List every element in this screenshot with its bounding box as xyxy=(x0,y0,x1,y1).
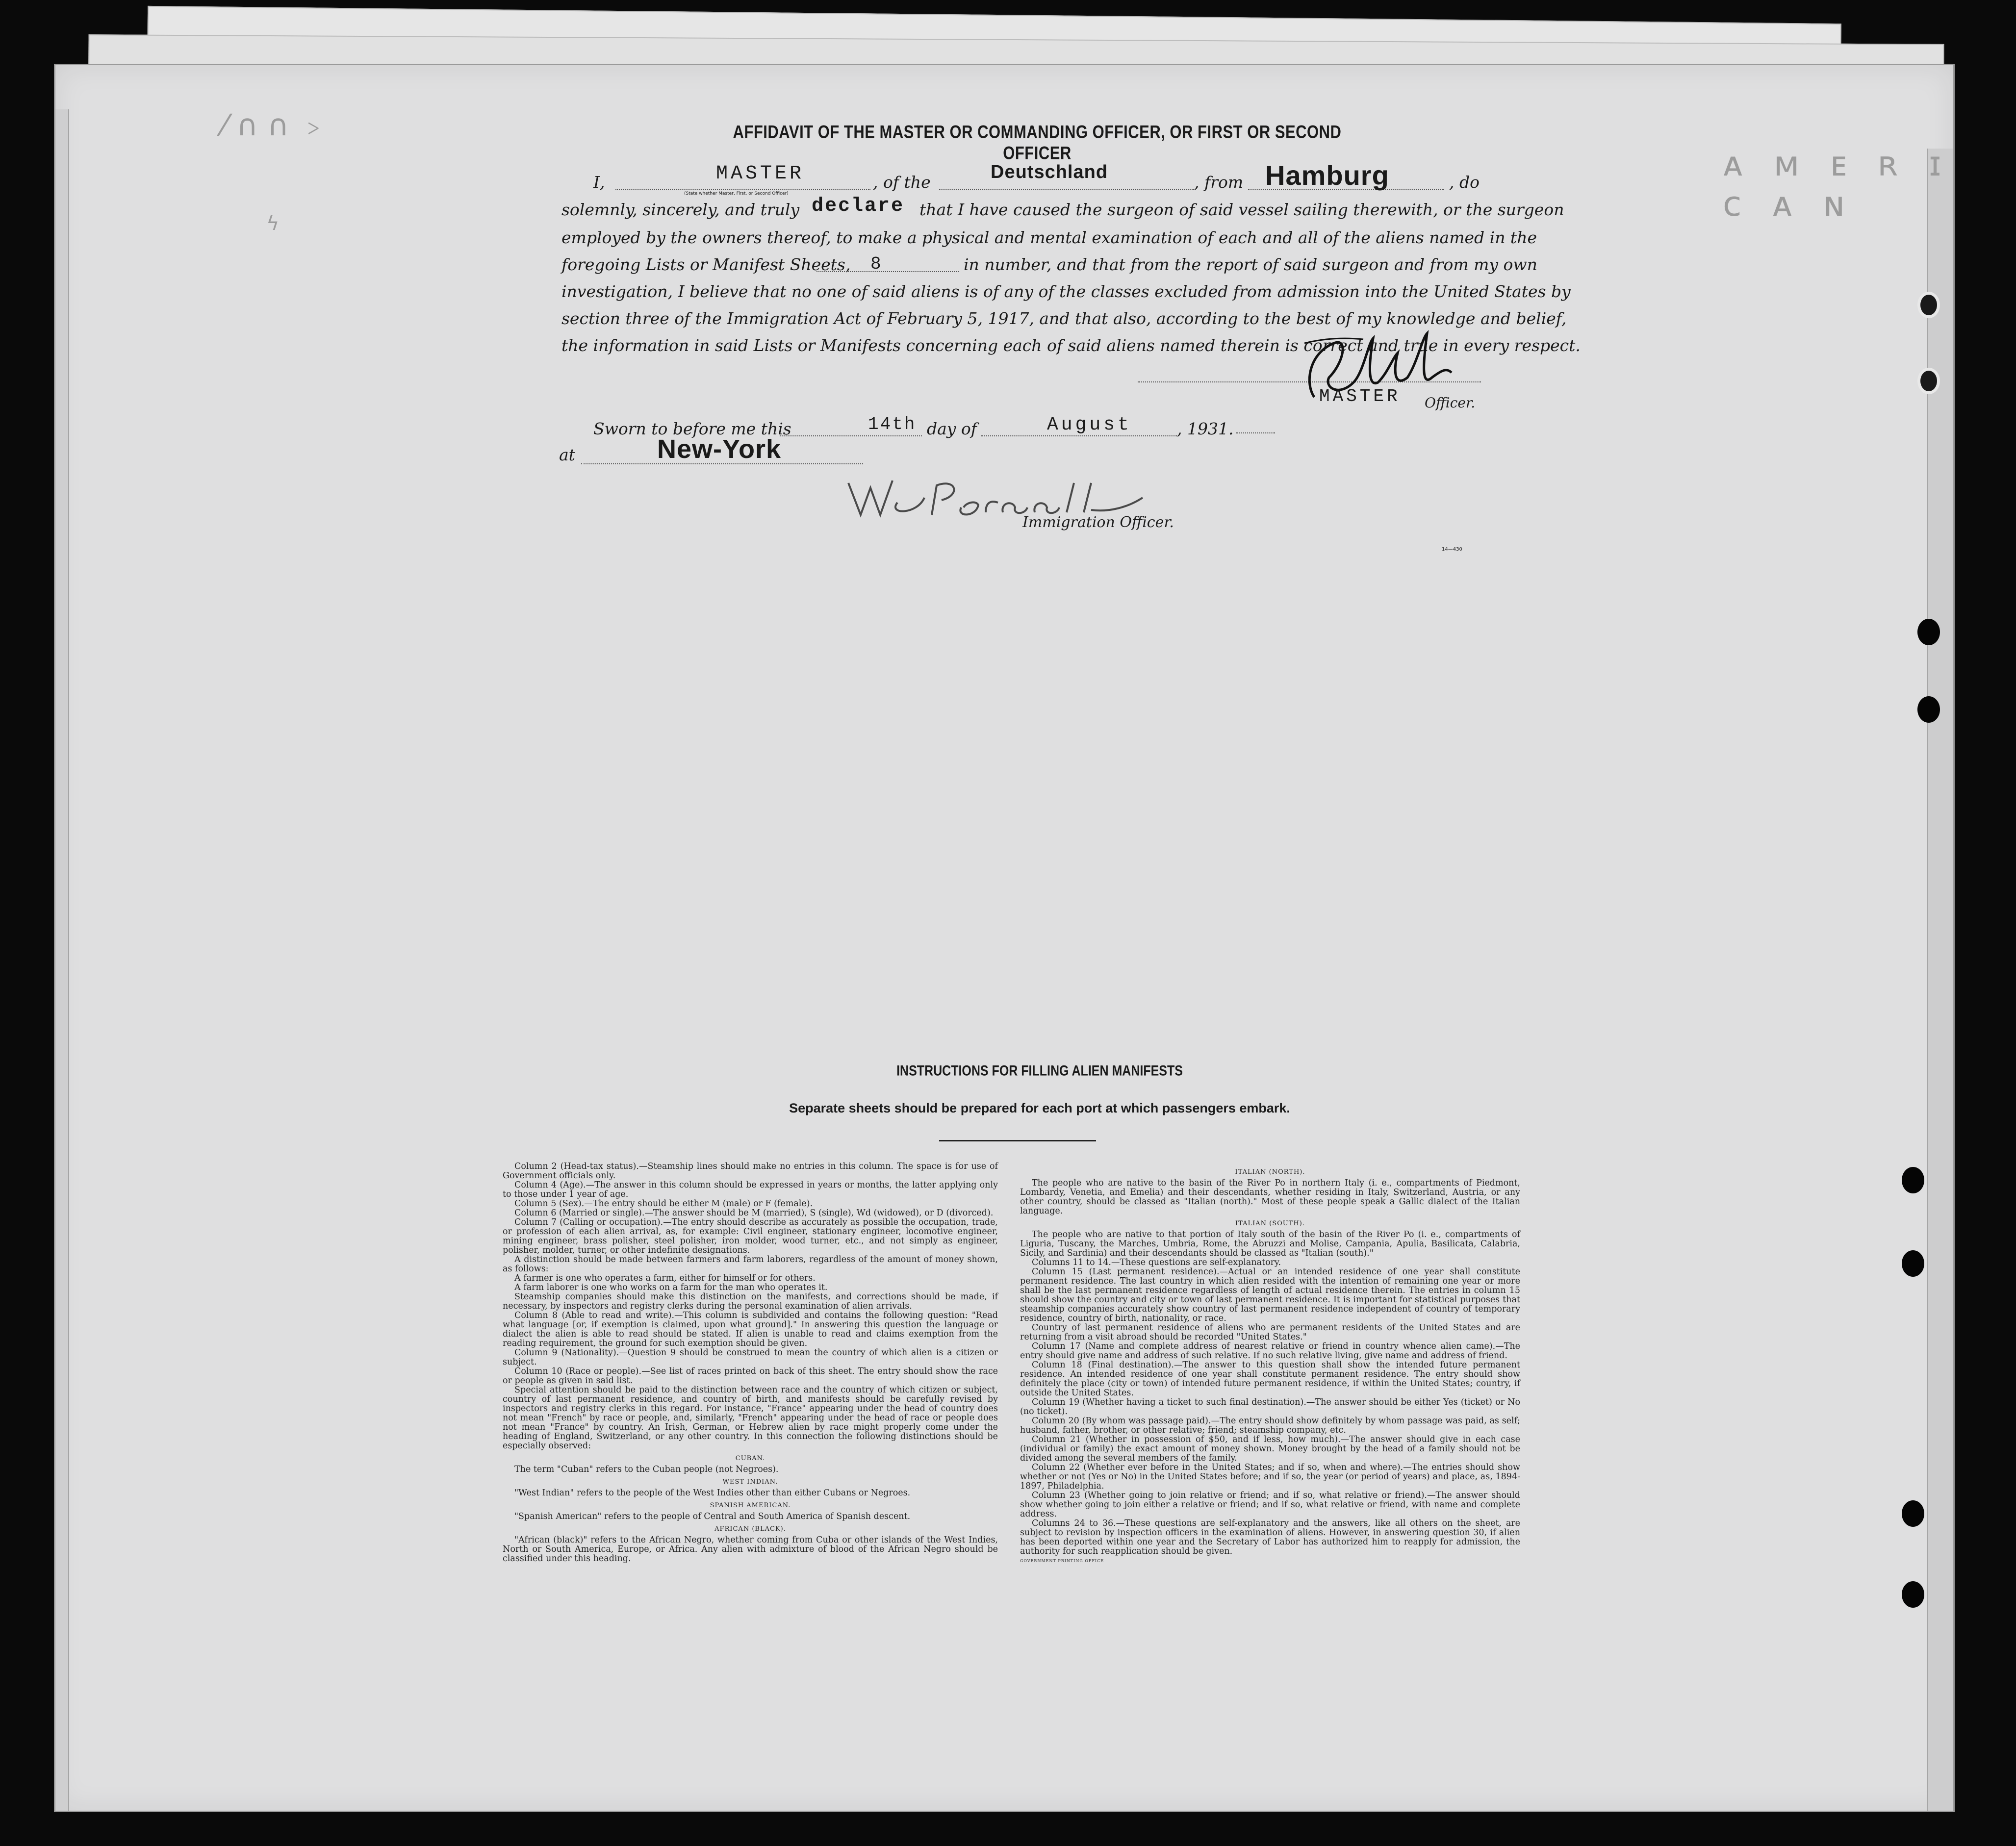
instruction-paragraph: The term "Cuban" refers to the Cuban people (not Negroes). xyxy=(514,1465,779,1474)
section-heading-italian-south: ITALIAN (SOUTH). xyxy=(1235,1220,1305,1227)
page-right-edge xyxy=(1927,149,1953,1811)
sheets-fill-line xyxy=(817,271,959,272)
instructions-left-column xyxy=(503,1162,998,1564)
instruction-paragraph: Column 19 (Whether having a ticket to such final destination).—The answer should be either Yes (ticket) or No (no ticket). xyxy=(1020,1397,1520,1416)
vessel-fill-line xyxy=(939,189,1194,190)
signature-rank: MASTER xyxy=(1319,386,1401,406)
of-the-label: , of the xyxy=(873,173,931,192)
punch-hole xyxy=(1917,292,1940,318)
declare-word: declare xyxy=(812,195,905,217)
instruction-paragraph: A farm laborer is one who works on a farm for the man who operates it. xyxy=(514,1283,828,1292)
instruction-paragraph: Country of last permanent residence of aliens who are permanent residents of the United States and are returning from a visit abroad should be recorded "United States." xyxy=(1020,1323,1520,1342)
affidavit-line-5: investigation, I believe that no one of said aliens is of any of the classes excluded from admission into the United States by xyxy=(561,282,1571,301)
instruction-paragraph: Column 15 (Last permanent residence).—Actual or an intended residence of one year shall constitute permanent residence. The last country in which alien resided with the intention of remaining one year or more shall be the last permanent residence regardless of length of actual residence therein. The entries in column 15 should show the country and city or town of last permanent residence. It is important for statistical purposes that steamship companies accurately show country of last permanent residence independent of country of temporary residence, country of birth, nationality, or race. xyxy=(1020,1267,1520,1323)
immigration-officer-label: Immigration Officer. xyxy=(1022,514,1174,531)
day-value: 14th xyxy=(868,414,917,434)
instructions-right-column xyxy=(1020,1164,1520,1566)
month-fill-line xyxy=(981,435,1177,436)
instruction-paragraph: Column 17 (Name and complete address of nearest relative or friend in country whence alien came).—The entry should give name and address of such relative. If no such relative living, give name and address of friend. xyxy=(1020,1341,1520,1361)
instruction-paragraph: Column 2 (Head-tax status).—Steamship lines should make no entries in this column. The space is for use of Government officials only. xyxy=(503,1162,998,1181)
instruction-paragraph: "Spanish American" refers to the people of Central and South America of Spanish descent. xyxy=(514,1512,911,1521)
section-heading-african: AFRICAN (BLACK). xyxy=(715,1525,786,1533)
vessel-value: Deutschland xyxy=(991,162,1108,182)
instruction-paragraph: Column 10 (Race or people).—See list of races printed on back of this sheet. The entry should show the race or people as given in said list. xyxy=(503,1366,998,1386)
instructions-divider xyxy=(939,1140,1096,1141)
day-of-label: day of xyxy=(927,419,977,438)
instruction-paragraph: Column 9 (Nationality).—Question 9 should be construed to mean the country of which alien is a citizen or subject. xyxy=(503,1348,998,1367)
place-value: New-York xyxy=(657,434,782,464)
page-binding-edge xyxy=(55,109,69,1811)
punch-hole xyxy=(1902,1500,1924,1527)
instruction-paragraph: "West Indian" refers to the people of the West Indies other than either Cubans or Negroes. xyxy=(514,1488,911,1498)
affidavit-line-4a: foregoing Lists or Manifest Sheets, xyxy=(561,255,851,274)
rank-fill-line xyxy=(615,189,870,190)
instruction-paragraph: Column 20 (By whom was passage paid).—The entry should show definitely by whom passage was paid, as self; husband, father, brother, or other relative; friend; steamship company, etc. xyxy=(1020,1416,1520,1435)
affidavit-line-3: employed by the owners thereof, to make a physical and mental examination of each and all of the aliens named in the xyxy=(561,228,1537,247)
from-label: , from xyxy=(1194,173,1244,192)
instruction-paragraph: Column 18 (Final destination).—The answer to this question shall show the intended future permanent residence. An intended residence of one year shall constitute permanent residence. The entry should show definitely the place (city or town) of intended future permanent residence, if within the United States; country, if outside the United States. xyxy=(1020,1360,1520,1398)
do-label: , do xyxy=(1449,173,1480,192)
at-label: at xyxy=(559,445,575,464)
punch-hole xyxy=(1902,1167,1924,1193)
bleed-through-mark: ⁄ ∩ ∩ ﹥ xyxy=(222,108,328,143)
officer-label: Officer. xyxy=(1425,395,1476,411)
section-heading-spanish-american: SPANISH AMERICAN. xyxy=(710,1502,791,1509)
sheets-value: 8 xyxy=(870,254,884,274)
instruction-paragraph: The people who are native to the basin of the River Po in northern Italy (i. e., compartments of Piedmont, Lombardy, Venetia, and Emelia) and their descendants, whether residing in Italy, Switzerland, Austria, or any other country, should be classed as "Italian (north)." Most of these people speak a Gallic dialect of the Italian language. xyxy=(1020,1178,1520,1216)
instruction-paragraph: A distinction should be made between farmers and farm laborers, regardless of the amount of money shown, as follows: xyxy=(503,1255,998,1274)
punch-hole xyxy=(1917,368,1940,394)
affidavit-line-4b: in number, and that from the report of said surgeon and from my own xyxy=(964,255,1537,274)
affidavit-line-2b: that I have caused the surgeon of said vessel sailing therewith, or the surgeon xyxy=(919,200,1564,219)
affidavit-line-2a: solemnly, sincerely, and truly xyxy=(561,200,800,219)
section-heading-west-indian: WEST INDIAN. xyxy=(722,1478,778,1486)
affidavit-title: AFFIDAVIT OF THE MASTER OR COMMANDING OFFICER, OR FIRST OR SECOND OFFICER xyxy=(733,121,1342,163)
instructions-title: INSTRUCTIONS FOR FILLING ALIEN MANIFESTS xyxy=(896,1062,1183,1079)
instruction-paragraph: Column 8 (Able to read and write).—This column is subdivided and contains the following question: "Read what language [or, if exemption is claimed, upon what ground]." In answering this question the language or dialect the alien is able to read should be stated. If alien is unable to read and claims exemption from the reading requirement, the ground for such exemption should be given. xyxy=(503,1311,998,1348)
instruction-paragraph: "African (black)" refers to the African Negro, whether coming from Cuba or other islands of the West Indies, North or South America, Europe, or Africa. Any alien with admixture of blood of the African Negro should be classified under this heading. xyxy=(503,1535,998,1564)
instruction-paragraph: Special attention should be paid to the distinction between race and the country of which citizen or subject, country of last permanent residence, and country of birth, and manifests should be carefully revised by inspectors and registry clerks in this regard. For instance, "France" appearing under the head of country does not mean "French" by race or people, and, similarly, "French" appearing under the head of race or people does not mean "France" by country. An Irish, German, or Hebrew alien by race might properly come under the heading of England, Switzerland, or any other country. In this connection the following distinctions should be especially observed: xyxy=(503,1385,998,1451)
instruction-paragraph: Steamship companies should make this distinction on the manifests, and corrections should be made, if necessary, by inspectors and registry clerks during the personal examination of alien arrivals. xyxy=(503,1292,998,1311)
month-value: August xyxy=(1047,414,1132,435)
year-tail-line xyxy=(1236,432,1275,433)
sworn-label: Sworn to before me this xyxy=(593,419,791,438)
printer-imprint: GOVERNMENT PRINTING OFFICE xyxy=(1020,1559,1104,1563)
rank-value: MASTER xyxy=(716,163,805,185)
affidavit-line-7: the information in said Lists or Manifests concerning each of said aliens named therein is correct and true in every respect. xyxy=(561,336,1581,355)
instruction-paragraph: Columns 11 to 14.—These questions are self-explanatory. xyxy=(1032,1258,1281,1267)
port-value: Hamburg xyxy=(1265,160,1389,191)
instruction-paragraph: Column 7 (Calling or occupation).—The entry should describe as accurately as possible the occupation, trade, or profession of each alien arrival, as, for example: Civil engineer, stationary engineer, locomotive engineer, mining engineer, brass polisher, steel polisher, iron molder, wood turner, etc., and not simply as engineer, polisher, molder, turner, or other indefinite designations. xyxy=(503,1217,998,1255)
bleed-through-mark: ϟ xyxy=(266,212,280,235)
instruction-paragraph: The people who are native to that portion of Italy south of the basin of the River Po (i. e., compartments of Liguria, Tuscany, the Marches, Umbria, Rome, the Abruzzi and Molise, Campania, Apulia, Basilicata, Calabria, Sicily, and Sardinia) and their descendants should be classed as "Italian (south)." xyxy=(1020,1230,1520,1258)
bleed-through-mark: ᴀ ᴍ ᴇ ʀ ɪ ᴄ ᴀ ɴ xyxy=(1723,144,1951,224)
instruction-paragraph: A farmer is one who operates a farm, either for himself or for others. xyxy=(514,1273,816,1283)
year-label: , 1931. xyxy=(1177,419,1234,438)
day-fill-line xyxy=(780,435,922,436)
section-heading-italian-north: ITALIAN (NORTH). xyxy=(1235,1168,1305,1176)
instruction-paragraph: Column 6 (Married or single).—The answer should be M (married), S (single), Wd (widowed), or D (divorced). xyxy=(514,1208,994,1218)
pronoun: I, xyxy=(593,173,605,192)
punch-hole xyxy=(1917,696,1940,723)
section-heading-cuban: CUBAN. xyxy=(735,1455,766,1462)
instruction-paragraph: Column 21 (Whether in possession of $50, and if less, how much).—The answer should give in each case (individual or family) the exact amount of money shown. Money brought by the head of a family should not be divided among the several members of the family. xyxy=(1020,1435,1520,1463)
punch-hole xyxy=(1917,619,1940,645)
instruction-paragraph: Column 4 (Age).—The answer in this column should be expressed in years or months, the latter applying only to those under 1 year of age. xyxy=(503,1180,998,1199)
instruction-paragraph: Column 5 (Sex).—The entry should be either M (male) or F (female). xyxy=(514,1199,813,1209)
instruction-paragraph: Column 23 (Whether going to join relative or friend; and if so, what relative or friend).—The answer should show whether going to join either a relative or friend; and if so, what relative or friend, with name and complete address. xyxy=(1020,1491,1520,1519)
instruction-paragraph: Column 22 (Whether ever before in the United States; and if so, when and where).—The entries should show whether or not (Yes or No) in the United States before; and if so, the year (or period of years) and place, as, 1894-1897, Philadelphia. xyxy=(1020,1463,1520,1491)
punch-hole xyxy=(1902,1250,1924,1277)
punch-hole xyxy=(1902,1581,1924,1608)
instruction-paragraph: Columns 24 to 36.—These questions are self-explanatory and the answers, like all others on the sheet, are subject to revision by inspection officers in the examination of aliens. However, in answering question 30, if alien has been deported within one year and the Secretary of Labor has authorized him to reapply for admission, the authority for such reapplication should be given. xyxy=(1020,1518,1520,1556)
instructions-subtitle: Separate sheets should be prepared for each port at which passengers embark. xyxy=(789,1101,1290,1115)
affidavit-line-6: section three of the Immigration Act of February 5, 1917, and that also, according to the best of my knowledge and belief, xyxy=(561,309,1567,328)
form-code: 14—430 xyxy=(1442,547,1462,552)
rank-note: (State whether Master, First, or Second Officer) xyxy=(684,191,789,196)
